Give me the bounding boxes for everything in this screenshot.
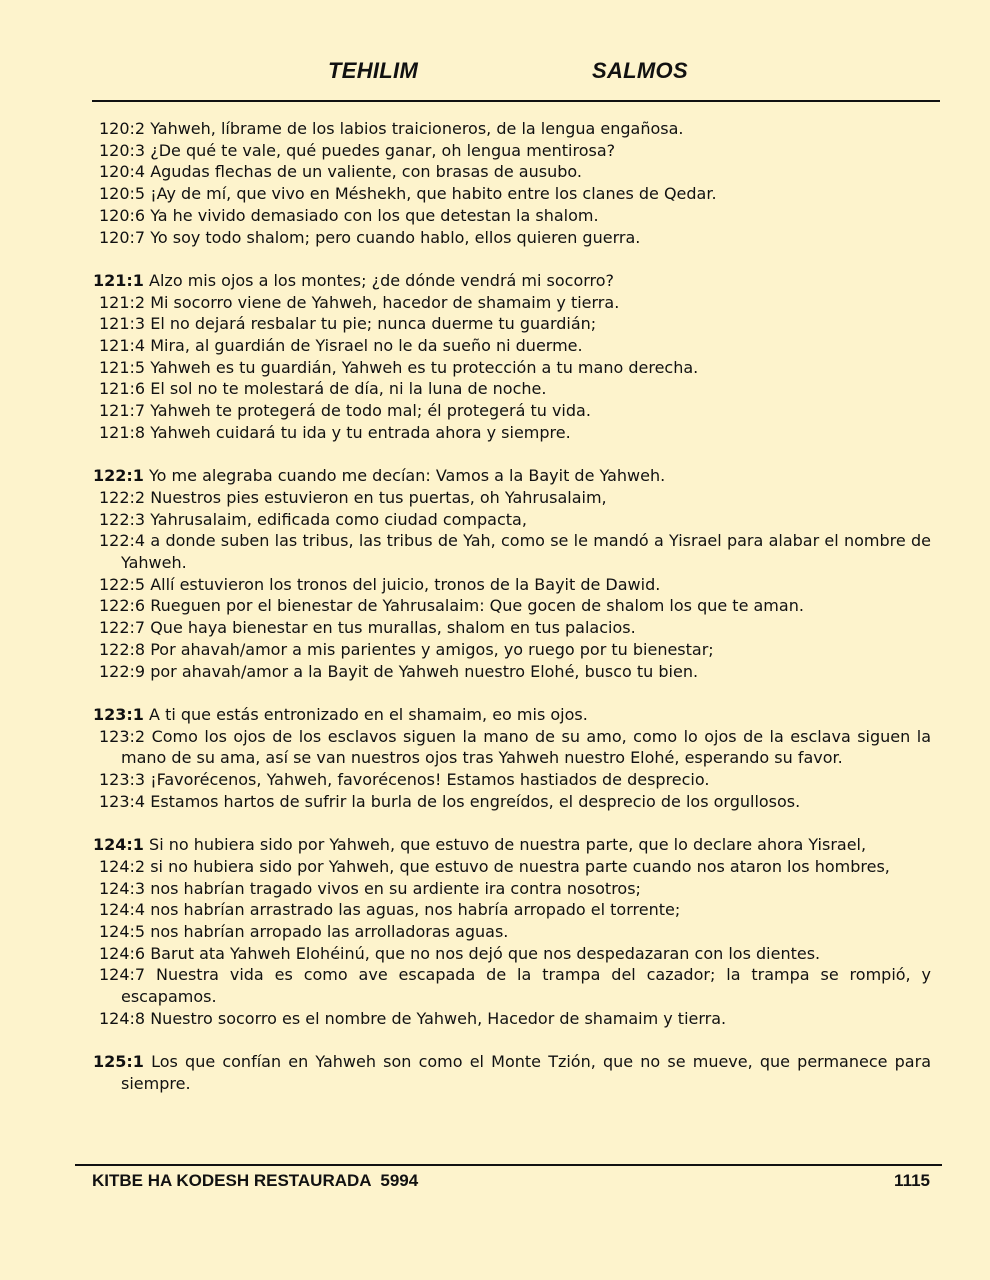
verse-text: a donde suben las tribus, las tribus de Yah, como se le mandó a Yisrael para alabar el nombre de Yahweh. (121, 531, 931, 573)
verse-text: Yo me alegraba cuando me decían: Vamos a la Bayit de Yahweh. (149, 466, 666, 486)
verse-text: Nuestro socorro es el nombre de Yahweh, Hacedor de shamaim y tierra. (150, 1008, 727, 1028)
verse-text: ¡Favorécenos, Yahweh, favorécenos! Estamos hastiados de desprecio. (150, 770, 710, 790)
verse-text: nos habrían tragado vivos en su ardiente ira contra nosotros; (150, 878, 641, 898)
page-footer (92, 1171, 930, 1193)
verse-text: nos habrían arropado las arrolladoras aguas. (150, 921, 509, 941)
verse (93, 834, 931, 856)
verse-reference: 122:9 (99, 661, 146, 681)
verse-text: nos habrían arrastrado las aguas, nos habría arropado el torrente; (150, 900, 681, 920)
verse-text: Yo soy todo shalom; pero cuando hablo, ellos quieren guerra. (150, 227, 641, 247)
scripture-text (93, 118, 931, 1116)
verse (93, 574, 931, 596)
verse-reference: 120:7 (99, 227, 146, 247)
verse-text: Mi socorro viene de Yahweh, hacedor de shamaim y tierra. (150, 292, 620, 312)
verse-reference: 124:2 (99, 856, 146, 876)
verse-text: Yahweh, líbrame de los labios traicioneros, de la lengua engañosa. (150, 119, 684, 138)
verse (93, 964, 931, 1007)
verse-reference: 121:1 (93, 270, 144, 290)
verse-reference: 121:3 (99, 314, 146, 334)
verse-reference: 124:8 (99, 1008, 146, 1028)
verse-reference: 124:4 (99, 900, 146, 920)
verse-text: A ti que estás entronizado en el shamaim, eo mis ojos. (149, 704, 588, 724)
psalm-block (93, 118, 931, 248)
footer-divider (75, 1164, 942, 1166)
psalm-block (93, 704, 931, 813)
verse (93, 899, 931, 921)
verse-text: Los que confían en Yahweh son como el Monte Tzión, que no se mueve, que permanece para siempre. (121, 1052, 931, 1093)
verse (93, 140, 931, 162)
verse-text: ¡Ay de mí, que vivo en Méshekh, que habito entre los clanes de Qedar. (150, 184, 717, 204)
verse (93, 726, 931, 769)
verse-reference: 123:2 (99, 726, 146, 746)
verse-text: Barut ata Yahweh Elohéinú, que no nos dejó que nos despedazaran con los dientes. (150, 943, 821, 963)
verse-text: Estamos hartos de sufrir la burla de los engreídos, el desprecio de los orgullosos. (150, 791, 801, 811)
verse-reference: 122:6 (99, 596, 146, 616)
verse (93, 313, 931, 335)
verse-reference: 122:5 (99, 574, 146, 594)
verse-reference: 121:5 (99, 357, 146, 377)
verse-text: Mira, al guardián de Yisrael no le da sueño ni duerme. (150, 336, 583, 356)
verse (93, 292, 931, 314)
verse (93, 487, 931, 509)
verse (93, 791, 931, 813)
verse-text: Nuestros pies estuvieron en tus puertas, oh Yahrusalaim, (150, 487, 607, 507)
verse (93, 335, 931, 357)
verse (93, 378, 931, 400)
verse-reference: 120:5 (99, 184, 146, 204)
verse-text: Yahrusalaim, edificada como ciudad compacta, (150, 509, 527, 529)
page-header (0, 58, 990, 92)
verse-text: Alzo mis ojos a los montes; ¿de dónde vendrá mi socorro? (149, 270, 615, 290)
verse (93, 921, 931, 943)
verse-text: Agudas flechas de un valiente, con brasas de ausubo. (150, 162, 582, 182)
verse-reference: 122:7 (99, 618, 146, 638)
verse-reference: 122:3 (99, 509, 146, 529)
verse-text: El sol no te molestará de día, ni la luna de noche. (150, 379, 547, 399)
verse-reference: 120:6 (99, 205, 146, 225)
verse-text: El no dejará resbalar tu pie; nunca duerme tu guardián; (150, 314, 597, 334)
verse-text: Allí estuvieron los tronos del juicio, tronos de la Bayit de Dawid. (150, 574, 661, 594)
page-number: 1115 (894, 1171, 930, 1190)
verse (93, 205, 931, 227)
verse (93, 422, 931, 444)
verse (93, 878, 931, 900)
verse-text: Yahweh es tu guardián, Yahweh es tu protección a tu mano derecha. (150, 357, 699, 377)
verse-reference: 123:1 (93, 704, 144, 724)
header-title-spanish: SALMOS (592, 58, 688, 83)
verse-reference: 122:4 (99, 531, 146, 551)
verse (93, 118, 931, 140)
verse-reference: 123:3 (99, 770, 146, 790)
verse-text: Que haya bienestar en tus murallas, shalom en tus palacios. (150, 618, 636, 638)
verse-reference: 122:1 (93, 466, 144, 486)
verse-reference: 121:4 (99, 336, 146, 356)
verse (93, 161, 931, 183)
footer-book-title: KITBE HA KODESH RESTAURADA 5994 (92, 1171, 419, 1190)
verse-reference: 124:5 (99, 921, 146, 941)
verse-reference: 122:2 (99, 487, 146, 507)
verse-text: Yahweh cuidará tu ida y tu entrada ahora y siempre. (150, 422, 571, 442)
verse-reference: 125:1 (93, 1052, 144, 1072)
verse-reference: 124:1 (93, 835, 144, 855)
verse (93, 227, 931, 249)
verse-reference: 124:3 (99, 878, 146, 898)
verse (93, 400, 931, 422)
verse (93, 530, 931, 573)
psalm-block (93, 1051, 931, 1094)
verse-reference: 124:7 (99, 965, 146, 985)
verse-reference: 123:4 (99, 791, 146, 811)
verse (93, 639, 931, 661)
verse-text: Como los ojos de los esclavos siguen la mano de su amo, como lo ojos de la esclava siguen la mano de su ama, así se van nuestros ojos tras Yahweh nuestro Elohé, esperando su favor. (121, 726, 931, 768)
verse (93, 357, 931, 379)
verse-reference: 120:3 (99, 140, 146, 160)
header-divider (92, 100, 940, 102)
verse (93, 465, 931, 487)
verse-text: Yahweh te protegerá de todo mal; él protegerá tu vida. (150, 401, 591, 421)
verse (93, 595, 931, 617)
verse-reference: 121:7 (99, 401, 146, 421)
verse-reference: 124:6 (99, 943, 146, 963)
verse (93, 704, 931, 726)
verse (93, 1008, 931, 1030)
verse-text: ¿De qué te vale, qué puedes ganar, oh lengua mentirosa? (150, 140, 616, 160)
verse-text: Nuestra vida es como ave escapada de la trampa del cazador; la trampa se rompió, y escapamos. (121, 965, 931, 1007)
verse (93, 661, 931, 683)
verse-text: Por ahavah/amor a mis parientes y amigos, yo ruego por tu bienestar; (150, 639, 714, 659)
verse-text: Rueguen por el bienestar de Yahrusalaim: Que gocen de shalom los que te aman. (150, 596, 804, 616)
psalm-block (93, 465, 931, 682)
verse-reference: 121:2 (99, 292, 146, 312)
verse (93, 183, 931, 205)
verse-text: Ya he vivido demasiado con los que detestan la shalom. (150, 205, 599, 225)
verse (93, 617, 931, 639)
verse-reference: 120:2 (99, 119, 146, 138)
verse-text: si no hubiera sido por Yahweh, que estuvo de nuestra parte cuando nos ataron los hombres, (150, 856, 890, 876)
header-title-hebrew: TEHILIM (328, 58, 419, 83)
verse-text: por ahavah/amor a la Bayit de Yahweh nuestro Elohé, busco tu bien. (150, 661, 699, 681)
verse (93, 509, 931, 531)
verse (93, 943, 931, 965)
verse-text: Si no hubiera sido por Yahweh, que estuvo de nuestra parte, que lo declare ahora Yisrael, (149, 835, 867, 855)
verse (93, 769, 931, 791)
verse (93, 1051, 931, 1094)
psalm-block (93, 834, 931, 1029)
verse-reference: 122:8 (99, 639, 146, 659)
verse-reference: 120:4 (99, 162, 146, 182)
verse-reference: 121:8 (99, 422, 146, 442)
verse (93, 856, 931, 878)
psalm-block (93, 270, 931, 444)
verse-reference: 121:6 (99, 379, 146, 399)
verse (93, 270, 931, 292)
